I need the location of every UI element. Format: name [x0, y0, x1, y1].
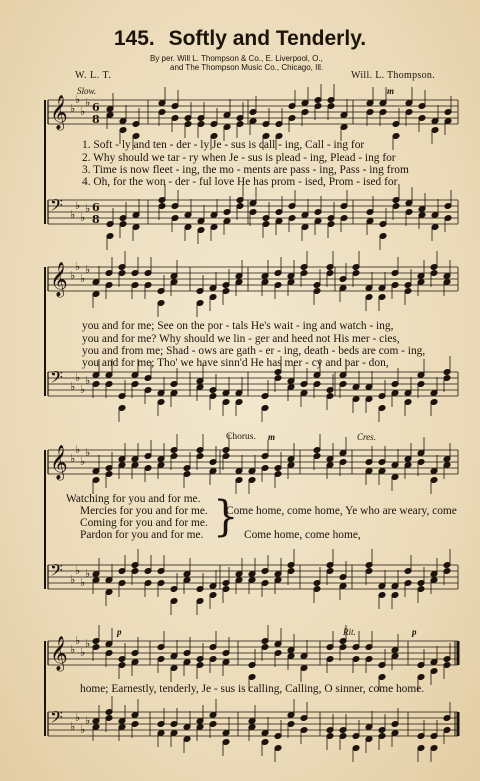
svg-text:𝄢: 𝄢 [50, 195, 63, 219]
svg-text:♭: ♭ [85, 637, 91, 650]
svg-text:6: 6 [92, 201, 100, 214]
svg-text:6: 6 [92, 101, 100, 114]
svg-text:♭: ♭ [75, 711, 81, 724]
svg-text:♭: ♭ [80, 272, 86, 285]
svg-text:♭: ♭ [80, 105, 86, 118]
svg-text:♭: ♭ [80, 211, 86, 224]
verse-2-line-1: 2. Why should we tar - ry when Je - sus is plead - ing, Plead - ing for [82, 152, 396, 164]
ritardando-mark: Rit. [343, 627, 356, 637]
verse-1-line-3: Watching for you and for me. [66, 493, 201, 505]
dynamic-mark-4: p [412, 627, 417, 637]
svg-text:𝄞: 𝄞 [50, 262, 68, 297]
chorus-final-line: home; Earnestly, tenderly, Je - sus is calling, Calling, O sinner, come home. [80, 683, 425, 695]
svg-text:♭: ♭ [85, 714, 91, 727]
verse-2-line-3: Mercies for you and for me. [80, 505, 208, 517]
svg-text:♭: ♭ [85, 374, 91, 387]
svg-text:♭: ♭ [70, 573, 76, 586]
copyright-line-1: By per. Will L. Thompson & Co., E. Liverpool, O., [150, 54, 323, 63]
svg-text:𝄞: 𝄞 [50, 445, 68, 480]
svg-text:𝄞: 𝄞 [50, 636, 68, 671]
svg-text:♭: ♭ [70, 269, 76, 282]
chorus-bass-words: Come home, come home, [244, 529, 361, 541]
svg-text:𝄢: 𝄢 [50, 707, 63, 731]
svg-text:♭: ♭ [75, 93, 81, 106]
svg-text:♭: ♭ [70, 102, 76, 115]
svg-text:♭: ♭ [75, 371, 81, 384]
verse-4-line-1: 4. Oh, for the won - der - ful love He has prom - ised, Prom - ised for [82, 176, 398, 188]
verse-4-line-3: Pardon for you and for me. [80, 529, 204, 541]
hymn-title: Softly and Tenderly. [168, 27, 367, 50]
copyright-line-2: and The Thompson Music Co., Chicago, Ill. [170, 63, 324, 72]
svg-text:♭: ♭ [85, 567, 91, 580]
svg-text:𝄞: 𝄞 [50, 95, 68, 130]
dynamic-mark-2: m [268, 432, 276, 442]
verse-3-line-2: you and from me; Shad - ows are gath - er - ing, death - beds are com - ing, [82, 345, 426, 357]
svg-text:♭: ♭ [70, 643, 76, 656]
svg-text:𝄢: 𝄢 [50, 560, 63, 584]
verse-3-line-1: 3. Time is now fleet - ing, the mo - ments are pass - ing, Pass - ing from [82, 164, 409, 176]
verse-2-line-2: you and for me? Why should we lin - ger and heed not His mer - cies, [82, 333, 400, 345]
svg-text:♭: ♭ [85, 202, 91, 215]
svg-text:♭: ♭ [80, 455, 86, 468]
svg-text:♭: ♭ [85, 446, 91, 459]
chorus-label: Chorus. [226, 432, 256, 442]
svg-text:♭: ♭ [70, 720, 76, 733]
svg-text:𝄢: 𝄢 [50, 367, 63, 391]
verse-brace: } [213, 492, 239, 542]
svg-text:♭: ♭ [70, 452, 76, 465]
verse-1-line-1: 1. Soft - ly and ten - der - ly Je - sus is call - ing, Call - ing for [82, 139, 365, 151]
staff-lines [45, 100, 458, 736]
svg-text:♭: ♭ [75, 260, 81, 273]
verse-3-line-3: Coming for you and for me. [80, 517, 208, 529]
svg-text:♭: ♭ [70, 380, 76, 393]
svg-text:♭: ♭ [80, 646, 86, 659]
tempo-marking: Slow. [77, 86, 97, 96]
hymn-number: 145. [113, 27, 155, 50]
svg-text:♭: ♭ [80, 723, 86, 736]
verse-4-line-2: you and for me; Tho' we have sinn'd He has mer - cy and par - don, [82, 357, 389, 369]
svg-text:♭: ♭ [75, 564, 81, 577]
svg-text:♭: ♭ [75, 443, 81, 456]
svg-text:8: 8 [92, 213, 100, 226]
svg-text:♭: ♭ [85, 263, 91, 276]
svg-text:♭: ♭ [80, 383, 86, 396]
svg-text:♭: ♭ [85, 96, 91, 109]
lyricist-credit: W. L. T. [75, 70, 112, 81]
svg-text:♭: ♭ [70, 208, 76, 221]
dynamic-mark-3: p [117, 627, 122, 637]
dynamic-mark-1: m [387, 86, 395, 96]
svg-text:♭: ♭ [80, 576, 86, 589]
svg-text:♭: ♭ [75, 634, 81, 647]
verse-1-line-2: you and for me; See on the por - tals He's wait - ing and watch - ing, [82, 320, 394, 332]
svg-text:8: 8 [92, 113, 100, 126]
crescendo-mark: Cres. [357, 432, 376, 442]
svg-text:♭: ♭ [75, 199, 81, 212]
chorus-refrain-line: Come home, come home, Ye who are weary, come [226, 505, 457, 517]
composer-credit: Will. L. Thompson. [351, 70, 435, 81]
clefs-and-signatures [50, 93, 100, 736]
